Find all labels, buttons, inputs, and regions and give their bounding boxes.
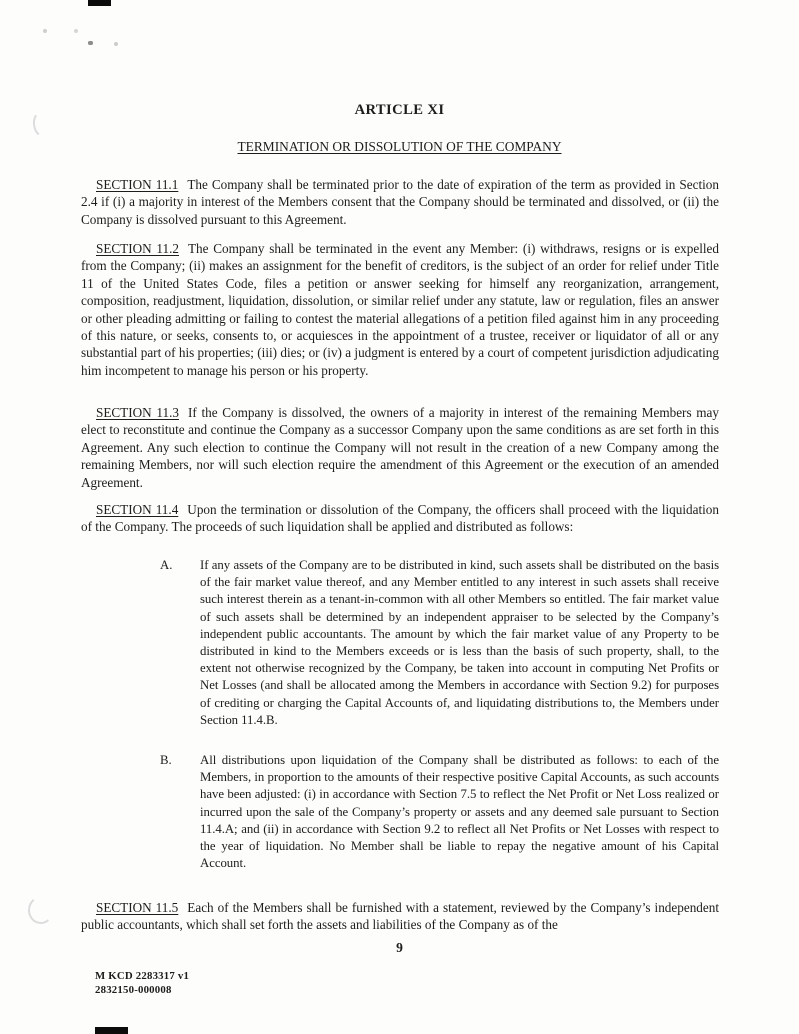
section-11-2-label: SECTION 11.2: [96, 241, 179, 256]
list-item-a: [160, 557, 719, 729]
section-11-4-label: SECTION 11.4: [96, 502, 179, 517]
article-subtitle-text: TERMINATION OR DISSOLUTION OF THE COMPANY: [237, 139, 562, 154]
section-11-3-label: SECTION 11.3: [96, 405, 179, 420]
scan-speck: [43, 29, 47, 33]
article-title: ARTICLE XI: [354, 102, 445, 118]
section-11-3-paragraph: [81, 404, 719, 491]
document-id-line1: M KCD 2283317 v1: [95, 970, 190, 982]
list-item-a-marker: A.: [160, 558, 173, 572]
section-11-4-text: Upon the termination or dissolution of the Company, the officers shall proceed with the liquidation of the Company. The proceeds of such liquidation shall be applied and distributed as follows:: [81, 502, 719, 535]
page-number: 9: [396, 940, 403, 955]
section-11-2-text: The Company shall be terminated in the event any Member: (i) withdraws, resigns or is expelled from the Company; (ii) makes an assignment for the benefit of creditors, is the subject of an order for relief under Title 11 of the United States Code, files a petition or answer seeking for himself any reorganization, arrangement, composition, readjustment, liquidation, dissolution, or similar relief under any statute, law or regulation, files an answer or other pleading admitting or failing to contest the material allegations of a petition filed against him in any proceeding of this nature, or seeks, consents to, or acquiesces in the appointment of a trustee, receiver or liquidator of all or any substantial part of his properties; (iii) dies; or (iv) a judgment is entered by a court of competent jurisdiction adjudicating him incompetent to manage his person or his property.: [81, 241, 719, 378]
list-item-b-text: All distributions upon liquidation of the Company shall be distributed as follows: to each of the Members, in proportion to the amounts of their respective positive Capital Accounts, as such accounts have been adjusted: (i) in accordance with Section 7.5 to reflect the Net Profit or Net Loss realized or incurred upon the sale of the Company’s property or assets and any deemed sale pursuant to Section 11.4.A; and (ii) in accordance with Section 9.2 to reflect all Net Profits or Net Losses with respect to the year of liquidation. No Member shall be liable to repay the negative amount of his Capital Account.: [200, 753, 719, 871]
section-11-1-paragraph: [81, 176, 719, 228]
scan-artifact-ring-shadow: [27, 895, 56, 926]
scan-speck: [88, 41, 93, 45]
list-item-b-marker: B.: [160, 753, 172, 767]
section-11-2-paragraph: [81, 240, 719, 379]
section-11-5-paragraph: [81, 899, 719, 934]
document-id-line2: 2832150-000008: [95, 983, 172, 996]
section-11-4-paragraph: [81, 501, 719, 536]
article-subtitle: [0, 139, 799, 155]
list-item-b: [160, 752, 719, 872]
section-11-1-label: SECTION 11.1: [96, 177, 179, 192]
scan-speck: [114, 42, 118, 46]
section-11-5-label: SECTION 11.5: [96, 900, 179, 915]
document-id-footer: [95, 970, 189, 997]
section-11-1-text: The Company shall be terminated prior to the date of expiration of the term as provided in Section 2.4 if (i) a majority in interest of the Members consent that the Company should be terminated and dissolved, or (ii) the Company is dissolved pursuant to this Agreement.: [81, 177, 719, 227]
scan-speck: [74, 29, 78, 33]
section-11-5-text: Each of the Members shall be furnished with a statement, reviewed by the Company’s independent public accountants, which shall set forth the assets and liabilities of the Company as of the: [81, 900, 719, 933]
scan-artifact-top-bar: [88, 0, 111, 6]
scan-artifact-bottom-bar: [95, 1027, 128, 1034]
section-11-3-text: If the Company is dissolved, the owners of a majority in interest of the remaining Members may elect to reconstitute and continue the Company as a successor Company upon the same conditions as are set forth in this Agreement. Any such election to continue the Company will not result in the creation of a new Company among the remaining Members, nor will such election require the amendment of this Agreement or the execution of an amended Agreement.: [81, 405, 719, 490]
list-item-a-text: If any assets of the Company are to be distributed in kind, such assets shall be distributed on the basis of the fair market value thereof, and any Member entitled to any interest in such assets shall receive such interest therein as a tenant-in-common with all other Members so entitled. The fair market value of such assets shall be determined by an independent appraiser to be selected by the Company’s independent public accountants. The amount by which the fair market value of any Property to be distributed in kind to the Members exceeds or is less than the basis of such property, shall, to the extent not otherwise recognized by the Company, be taken into account in computing Net Profits or Net Losses (and shall be allocated among the Members in accordance with Section 9.2) for purposes of crediting or charging the Capital Accounts of, and liquidating distributions to, the Members under Section 11.4.B.: [200, 558, 719, 727]
